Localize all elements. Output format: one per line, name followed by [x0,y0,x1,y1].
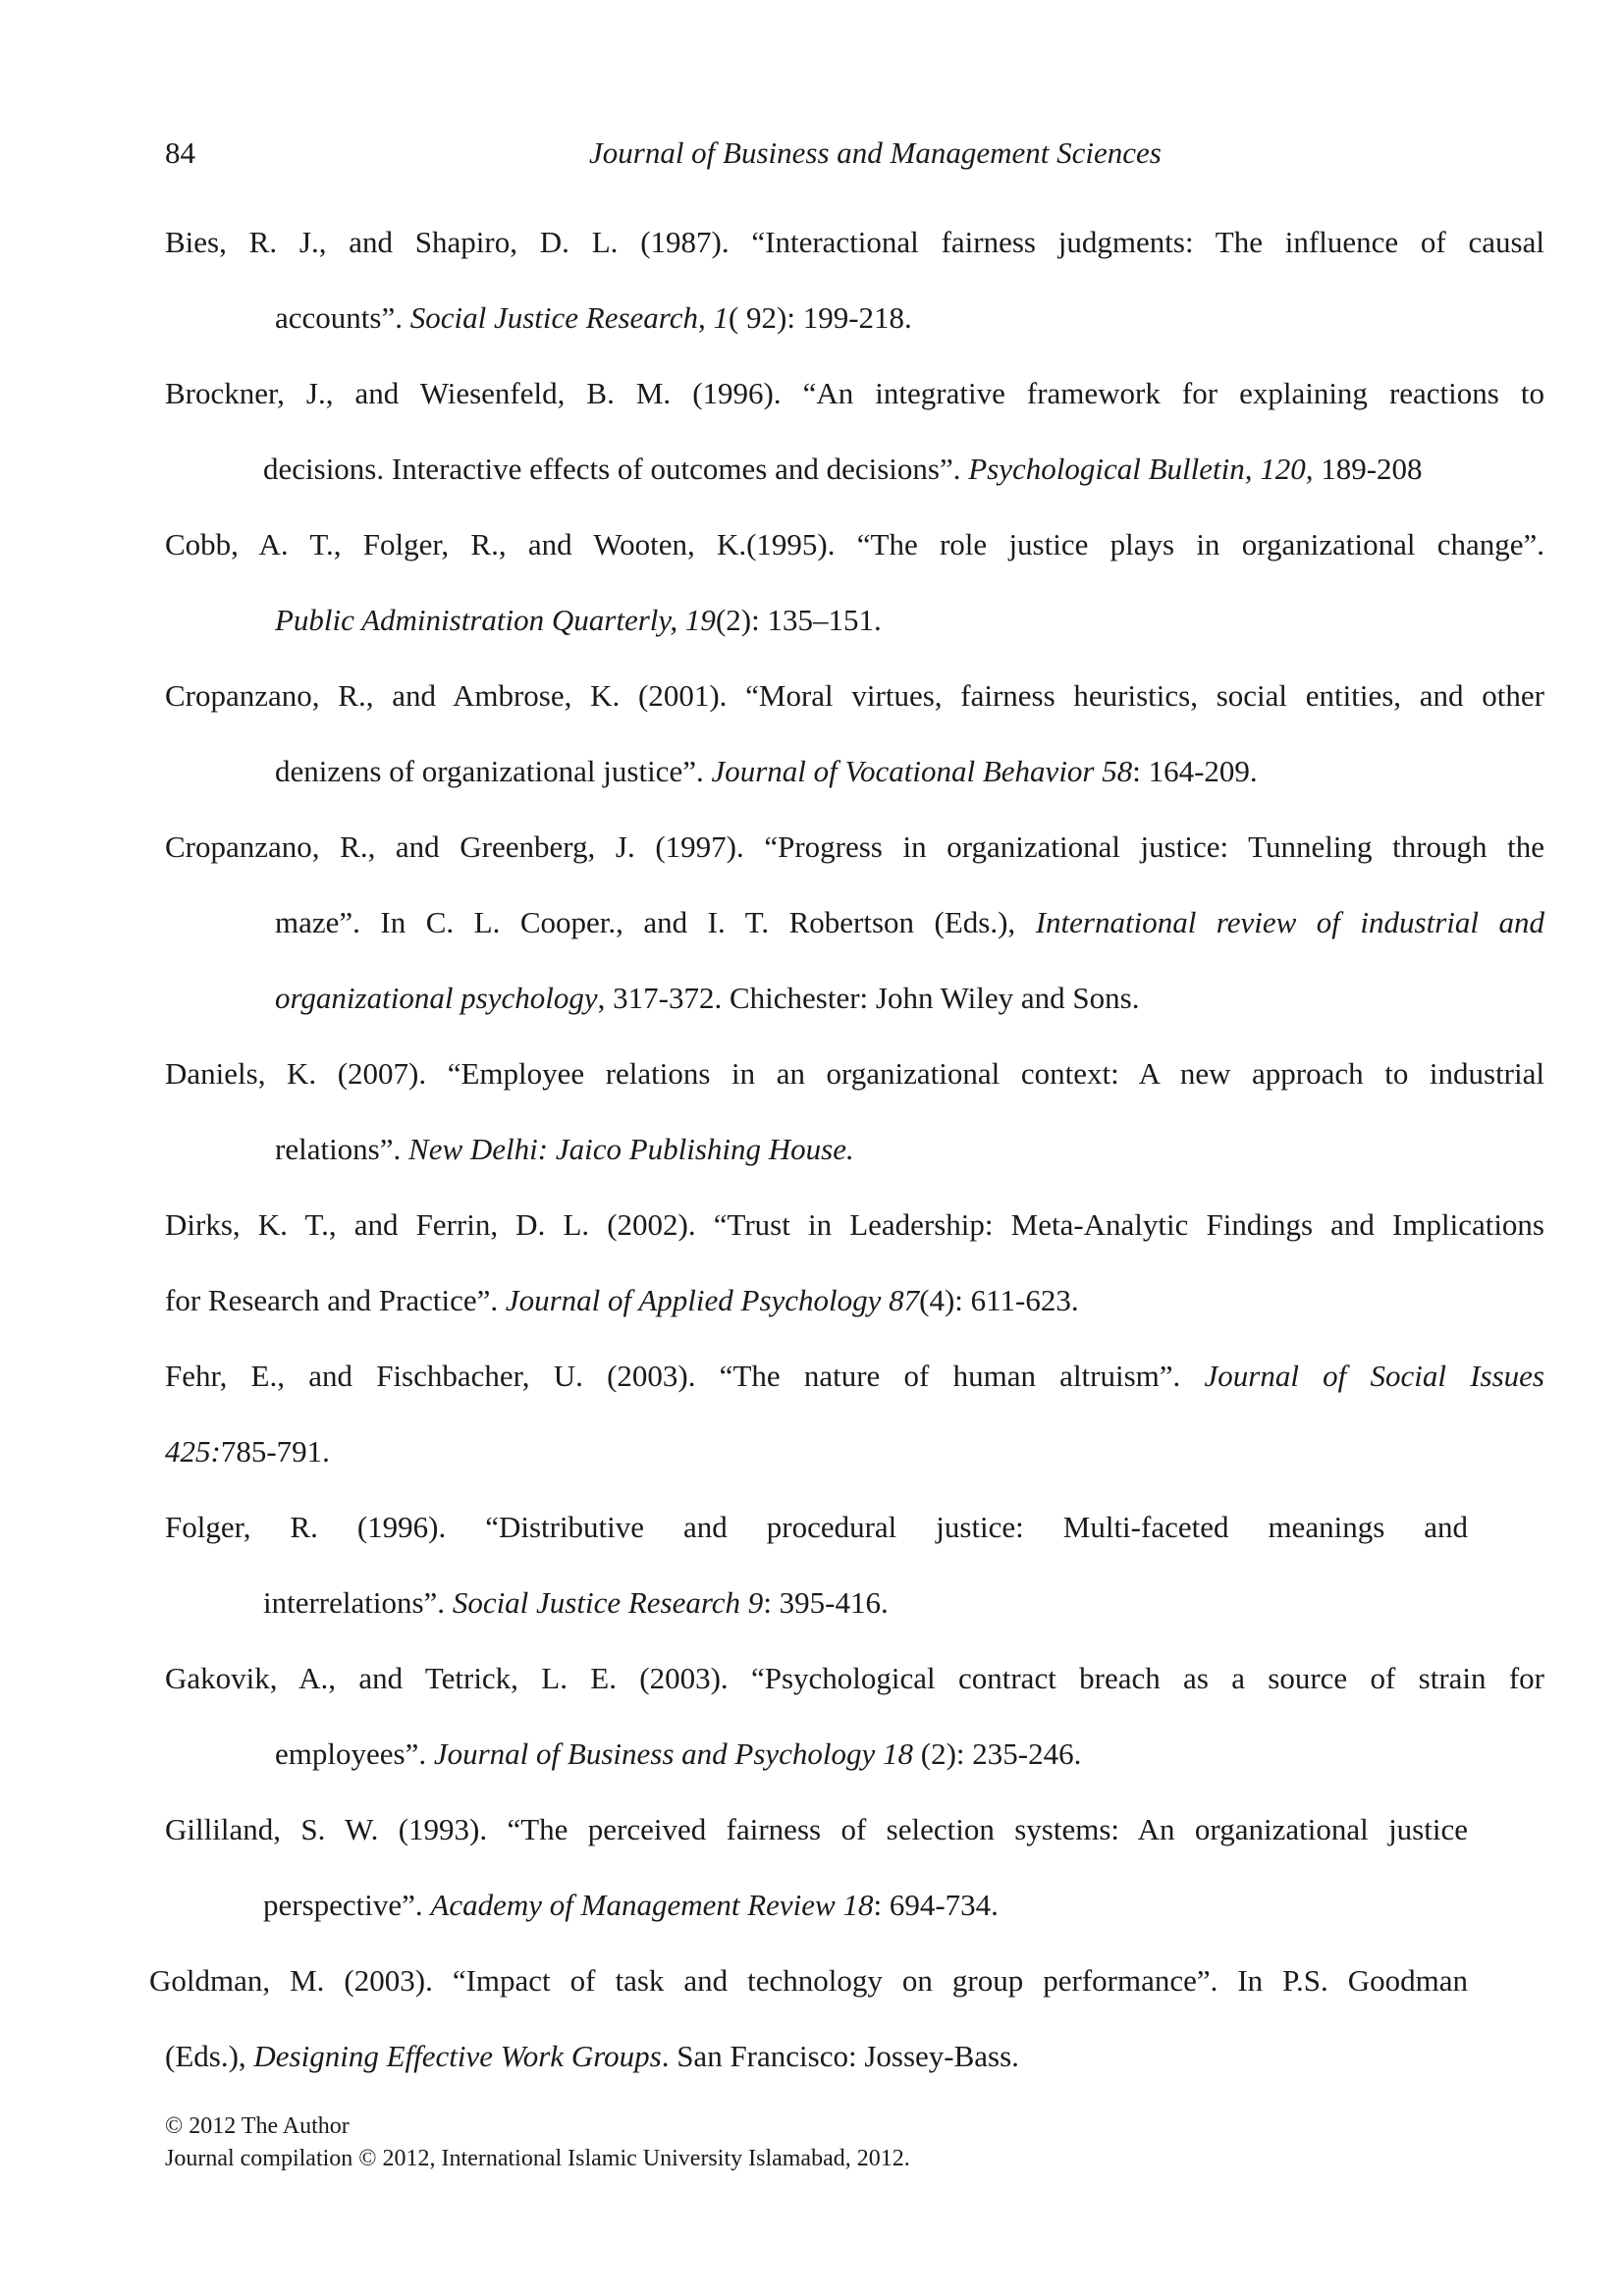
reference-text: Gilliland, S. W. (1993). “The perceived fairness of selection systems: An organizational justice [165,1812,1468,1846]
reference-entry [165,1640,1544,1791]
reference-text: denizens of organizational justice”. [275,754,712,788]
reference-text: 189-208 [1313,452,1423,486]
reference-text: Folger, R. (1996). “Distributive and procedural justice: Multi-faceted meanings and [165,1510,1468,1544]
reference-line [165,1640,1544,1716]
reference-text: . San Francisco: Jossey-Bass. [661,2039,1019,2073]
reference-entry [165,1187,1544,1338]
reference-text: Cropanzano, R., and Greenberg, J. (1997). “Progress in organizational justice: Tunneling through the [165,829,1544,864]
reference-text: (Eds.), [165,2039,254,2073]
reference-entry [165,355,1544,507]
reference-line [165,1791,1468,1867]
reference-line [275,1111,1544,1187]
reference-line [165,1036,1544,1111]
reference-text: : 694-734. [873,1888,999,1922]
reference-line [165,809,1544,884]
reference-entry [165,1338,1544,1489]
reference-line [165,1414,1544,1489]
reference-italic-text: Journal of Applied Psychology 87 [505,1283,920,1317]
reference-text: accounts”. [275,300,410,335]
reference-text: perspective”. [263,1888,431,1922]
reference-entry [165,1489,1544,1640]
reference-text: interrelations”. [263,1585,453,1620]
reference-line [275,1716,1544,1791]
reference-line [263,1867,1544,1943]
reference-line [165,507,1544,582]
reference-text: Daniels, K. (2007). “Employee relations in an organizational context: A new approach to industrial [165,1056,1544,1091]
reference-text: decisions. Interactive effects of outcomes and decisions”. [263,452,969,486]
reference-text: ( 92): 199-218. [728,300,912,335]
reference-line [165,1187,1544,1262]
reference-text: Gakovik, A., and Tetrick, L. E. (2003). “Psychological contract breach as a source of strain for [165,1661,1544,1695]
reference-italic-text: organizational psychology [275,981,598,1015]
reference-text: maze”. In C. L. Cooper., and I. T. Robertson (Eds.), [275,905,1036,939]
reference-line [263,431,1544,507]
reference-text: , 317-372. Chichester: John Wiley and Sons. [597,981,1140,1015]
reference-line [165,1489,1468,1565]
reference-line [165,204,1544,280]
reference-entry [165,658,1544,809]
reference-italic-text: Designing Effective Work Groups [253,2039,662,2073]
reference-italic-text: Journal of Social Issues [1204,1359,1544,1393]
reference-text: Cobb, A. T., Folger, R., and Wooten, K.(1995). “The role justice plays in organizational change”. [165,527,1544,561]
reference-entry [149,1943,1544,2094]
reference-italic-text: Journal of Vocational Behavior 58 [711,754,1133,788]
reference-line [275,582,1544,658]
reference-line [275,733,1544,809]
reference-text: : 395-416. [763,1585,889,1620]
reference-line [275,280,1544,355]
running-head-journal-title: Journal of Business and Management Sciences [589,135,1162,170]
reference-italic-text: International review of industrial and [1035,905,1545,939]
page-number: 84 [165,135,195,170]
reference-text: Goldman, M. (2003). “Impact of task and technology on group performance”. In P.S. Goodman [149,1963,1468,1998]
reference-entry [165,204,1544,355]
reference-line [165,2018,1544,2094]
reference-line [165,1262,1544,1338]
reference-text: Fehr, E., and Fischbacher, U. (2003). “The nature of human altruism”. [165,1359,1205,1393]
reference-text: Dirks, K. T., and Ferrin, D. L. (2002). “Trust in Leadership: Meta-Analytic Findings and Implications [165,1207,1544,1242]
reference-text: (4): 611-623. [919,1283,1079,1317]
reference-text: : 164-209. [1132,754,1258,788]
reference-text: (2): 235-246. [913,1736,1082,1771]
reference-line [275,884,1544,960]
reference-text: employees”. [275,1736,434,1771]
reference-text: for Research and Practice”. [165,1283,506,1317]
reference-italic-text: Academy of Management Review 18 [430,1888,874,1922]
footer [165,2110,910,2175]
footer-copyright: © 2012 The Author [165,2113,350,2139]
reference-line [165,355,1544,431]
reference-entry [165,1036,1544,1187]
reference-text: (2): 135–151. [715,603,882,637]
reference-italic-text: New Delhi: Jaico Publishing House. [408,1132,854,1166]
reference-text: 785-791. [220,1434,330,1468]
reference-text: Bies, R. J., and Shapiro, D. L. (1987). “Interactional fairness judgments: The influence of causal [165,225,1544,259]
reference-line [165,658,1544,733]
reference-line [275,960,1544,1036]
reference-text: relations”. [275,1132,409,1166]
reference-text: Brockner, J., and Wiesenfeld, B. M. (1996). “An integrative framework for explaining reactions to [165,376,1544,410]
reference-italic-text: Psychological Bulletin, 120, [968,452,1314,486]
reference-entry [165,507,1544,658]
reference-italic-text: Public Administration Quarterly, 19 [275,603,716,637]
reference-line [165,1338,1544,1414]
reference-italic-text: 425: [165,1434,221,1468]
reference-italic-text: Social Justice Research 9 [452,1585,764,1620]
reference-list [149,204,1545,2094]
reference-entry [165,809,1544,1036]
reference-text: Cropanzano, R., and Ambrose, K. (2001). “Moral virtues, fairness heuristics, social entities, and other [165,678,1544,713]
reference-entry [165,1791,1544,1943]
reference-line [263,1565,1544,1640]
reference-line [149,1943,1468,2018]
reference-italic-text: Social Justice Research, 1 [409,300,729,335]
footer-compilation: Journal compilation © 2012, International Islamic University Islamabad, 2012. [165,2146,910,2171]
reference-italic-text: Journal of Business and Psychology 18 [433,1736,914,1771]
